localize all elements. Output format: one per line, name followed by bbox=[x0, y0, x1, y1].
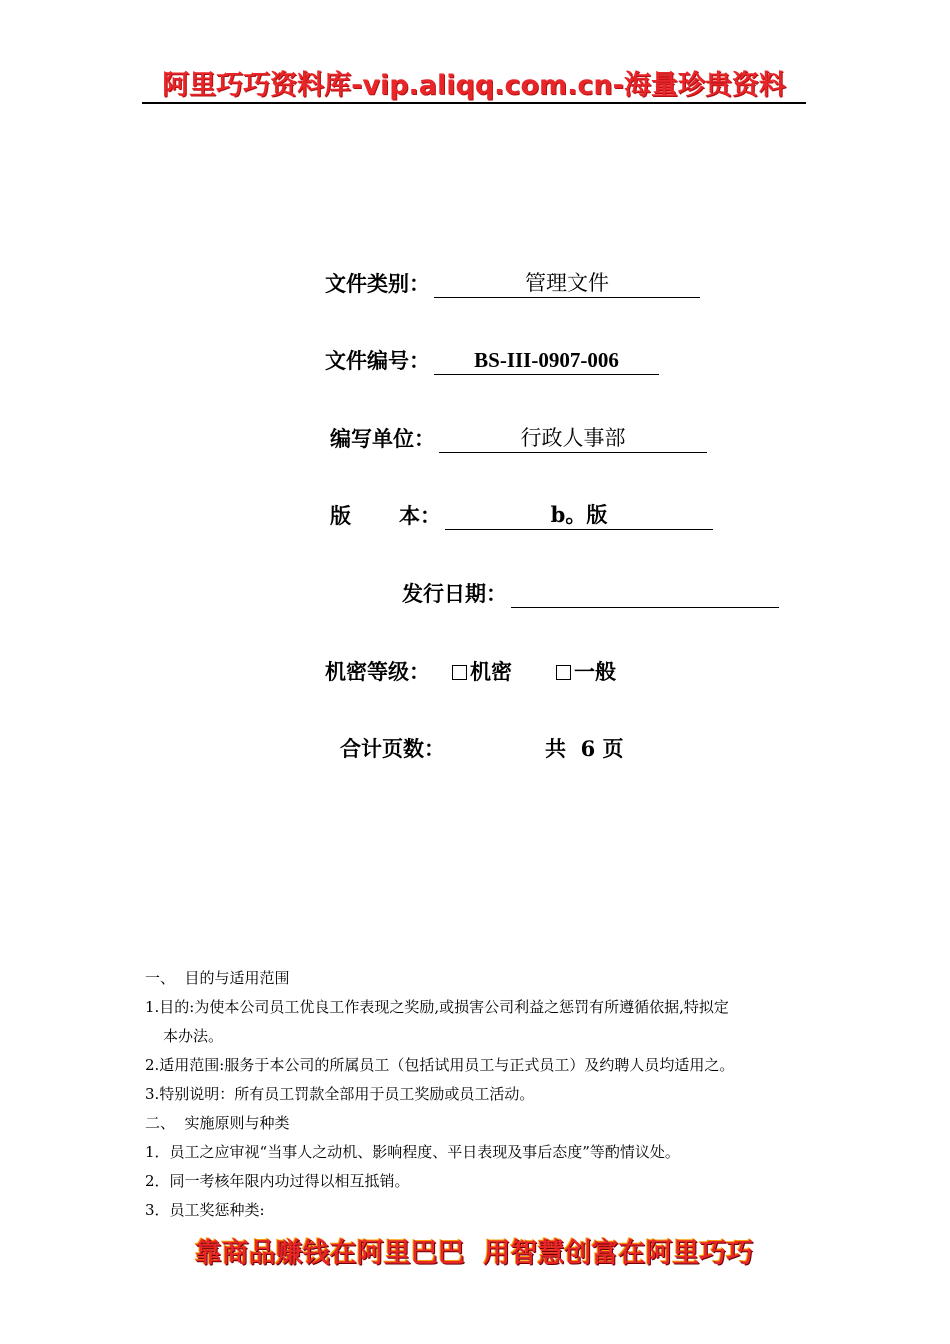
item-1-line-1: 1.目的:为使本公司员工优良工作表现之奖励,或损害公司利益之惩罚有所遵循依据,特拟定 bbox=[145, 998, 729, 1016]
secrecy-option-1-label: 机密 bbox=[470, 659, 512, 684]
number-value: BS-III-0907-006 bbox=[434, 346, 659, 375]
version-value: b。版 bbox=[445, 501, 713, 530]
category-value: 管理文件 bbox=[434, 269, 700, 298]
item-2: 2.适用范围:服务于本公司的所属员工（包括试用员工与正式员工）及约聘人员均适用之。 bbox=[145, 1056, 735, 1074]
item-3: 3.特别说明：所有员工罚款全部用于员工奖励或员工活动。 bbox=[145, 1085, 535, 1103]
category-label: 文件类别： bbox=[325, 271, 430, 296]
unit-value: 行政人事部 bbox=[439, 424, 707, 453]
section-1-title: 一、 目的与适用范围 bbox=[145, 969, 290, 987]
document-body bbox=[145, 964, 734, 1225]
checkbox-icon[interactable] bbox=[452, 665, 467, 680]
footer-banner bbox=[142, 1230, 806, 1270]
field-number bbox=[325, 345, 659, 375]
pages-label: 合计页数： bbox=[340, 736, 445, 761]
secrecy-option-1[interactable] bbox=[452, 656, 512, 686]
item-1-line-2: 本办法。 bbox=[163, 1027, 224, 1045]
version-label-a: 版 bbox=[330, 503, 351, 528]
secrecy-option-2-label: 一般 bbox=[574, 659, 616, 684]
checkbox-icon[interactable] bbox=[556, 665, 571, 680]
field-version bbox=[330, 500, 713, 530]
header-banner bbox=[142, 62, 806, 104]
s2-item-2: 2．同一考核年限内功过得以相互抵销。 bbox=[145, 1172, 410, 1190]
field-category bbox=[325, 268, 700, 298]
unit-label: 编写单位： bbox=[330, 426, 435, 451]
field-pages bbox=[340, 733, 624, 763]
secrecy-label: 机密等级： bbox=[325, 659, 430, 684]
footer-banner-text: 靠商品赚钱在阿里巴巴 用智慧创富在阿里巧巧 bbox=[194, 1237, 754, 1269]
field-secrecy bbox=[325, 656, 616, 686]
number-label: 文件编号： bbox=[325, 348, 430, 373]
date-value bbox=[511, 579, 779, 608]
version-label bbox=[330, 500, 441, 530]
secrecy-option-2[interactable] bbox=[556, 656, 616, 686]
s2-item-1: 1．员工之应审视“当事人之动机、影响程度、平日表现及事后态度”等酌情议处。 bbox=[145, 1143, 680, 1161]
s2-item-3: 3．员工奖惩种类: bbox=[145, 1201, 265, 1219]
pages-value: 共 6 页 bbox=[545, 736, 624, 761]
header-banner-text: 阿里巧巧资料库-vip.aliqq.com.cn-海量珍贵资料 bbox=[162, 69, 786, 101]
section-2-title: 二、 实施原则与种类 bbox=[145, 1114, 290, 1132]
version-label-b: 本： bbox=[399, 503, 441, 528]
field-date bbox=[402, 578, 779, 608]
date-label: 发行日期： bbox=[402, 581, 507, 606]
field-unit bbox=[330, 423, 707, 453]
